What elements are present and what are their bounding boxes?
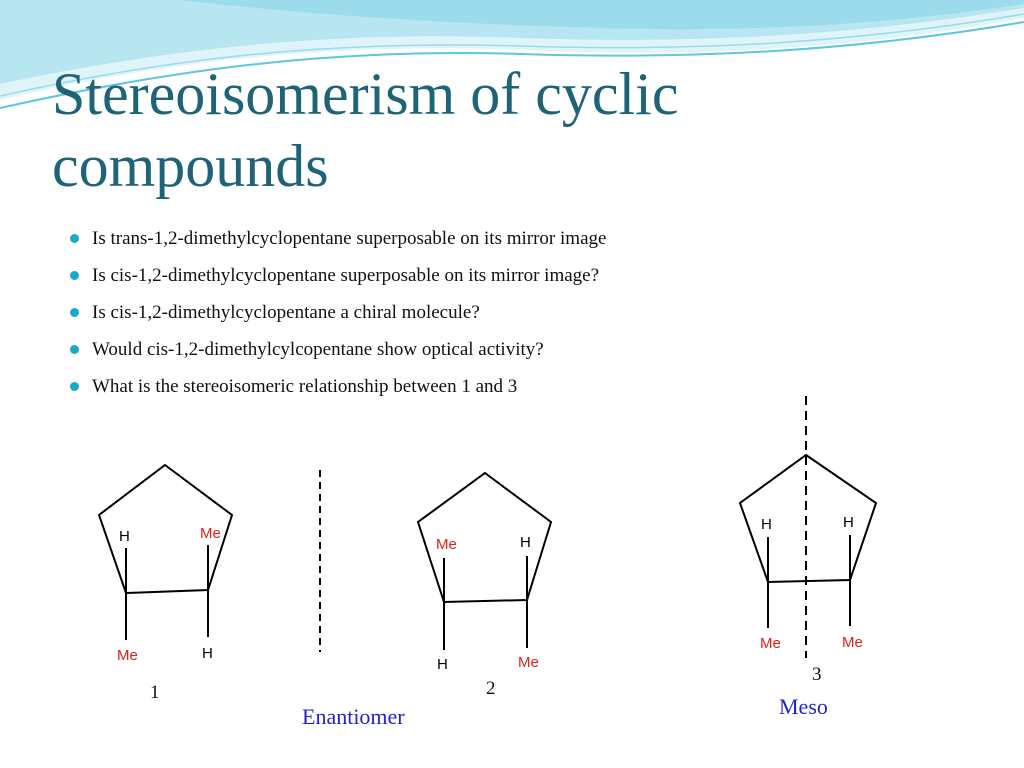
atom-2-bottom-left: H xyxy=(437,656,448,673)
atom-1-top-left: H xyxy=(119,528,130,545)
structure-2 xyxy=(418,473,551,650)
bullet-text: Is cis-1,2-dimethylcyclopentane superposable on its mirror image? xyxy=(92,265,600,286)
enantiomer-caption: Enantiomer xyxy=(302,704,405,729)
structure-number-1: 1 xyxy=(150,682,160,703)
meso-caption: Meso xyxy=(779,694,828,719)
atom-1-bottom-right: H xyxy=(202,645,213,662)
bullet-text: What is the stereoisomeric relationship between 1 and 3 xyxy=(92,376,518,397)
structure-3 xyxy=(740,455,876,628)
atom-2-top-left: Me xyxy=(436,536,457,553)
atom-3-top-right: H xyxy=(843,514,854,531)
structure-number-3: 3 xyxy=(812,664,822,685)
atom-2-top-right: H xyxy=(520,534,531,551)
title-line-1: Stereoisomerism of cyclic xyxy=(52,61,679,127)
structure-number-2: 2 xyxy=(486,678,496,699)
atom-2-bottom-right: Me xyxy=(518,654,539,671)
bullet-text: Would cis-1,2-dimethylcylcopentane show optical activity? xyxy=(92,339,544,360)
atom-1-bottom-left: Me xyxy=(117,647,138,664)
atom-1-top-right: Me xyxy=(200,525,221,542)
atom-3-bottom-right: Me xyxy=(842,634,863,651)
title-line-2: compounds xyxy=(52,133,329,199)
bullet-text: Is trans-1,2-dimethylcyclopentane superposable on its mirror image xyxy=(92,228,607,249)
atom-3-top-left: H xyxy=(761,516,772,533)
bullet-text: Is cis-1,2-dimethylcyclopentane a chiral molecule? xyxy=(92,302,480,323)
atom-3-bottom-left: Me xyxy=(760,635,781,652)
structure-1 xyxy=(99,465,232,640)
